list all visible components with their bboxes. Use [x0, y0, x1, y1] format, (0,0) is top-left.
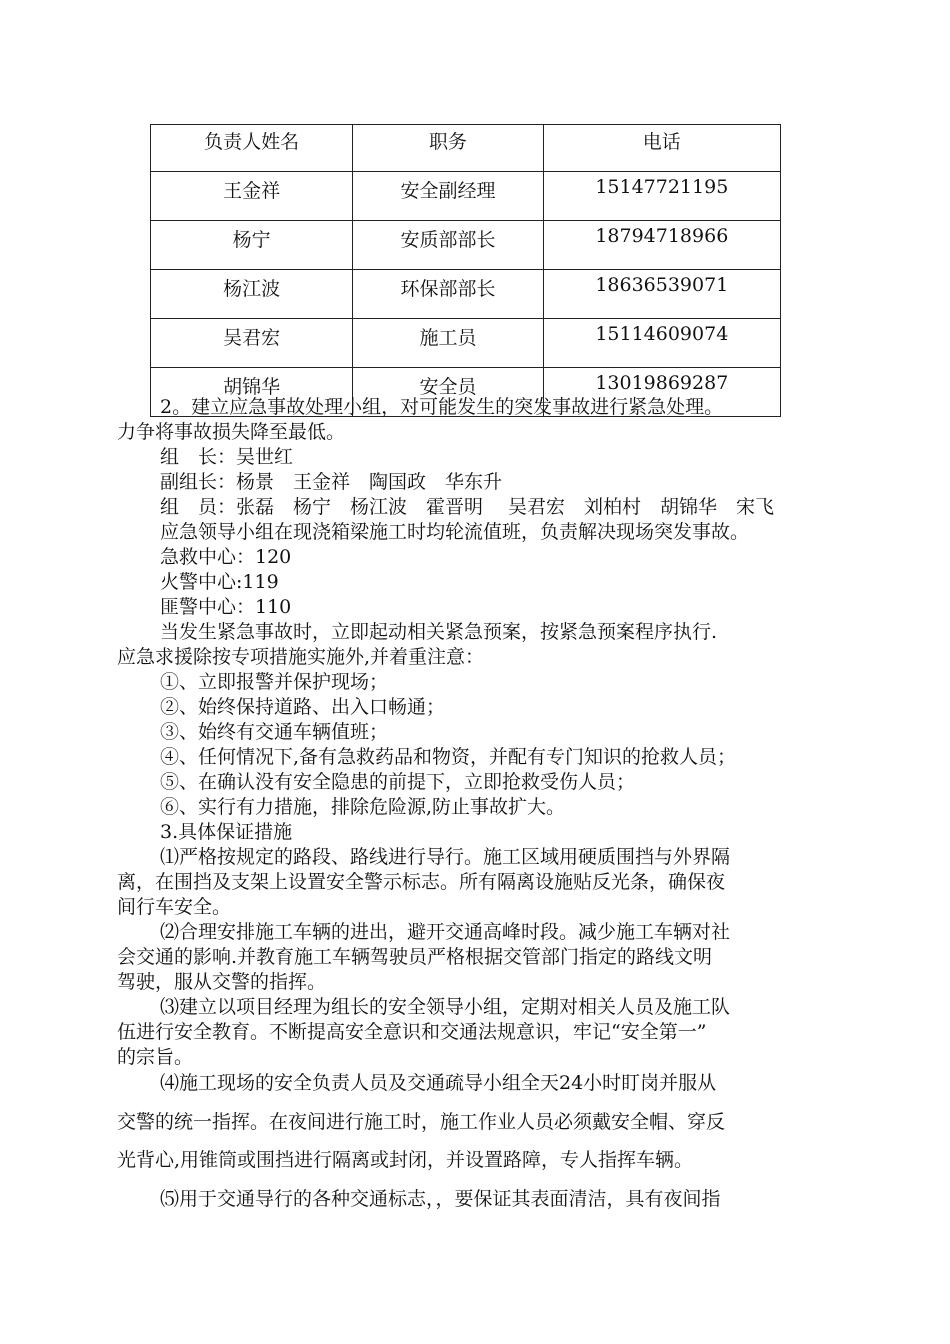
- paragraph-line: 间行车安全。: [117, 896, 232, 918]
- table-header-row: [151, 125, 781, 172]
- paragraph-line: ⑶建立以项目经理为组长的安全领导小组，定期对相关人员及施工队: [160, 996, 731, 1018]
- paragraph-line: ⑷施工现场的安全负责人员及交通疏导小组全天24小时盯岗并服从: [160, 1072, 717, 1094]
- paragraph-line: 光背心,用锥筒或围挡进行隔离或封闭，并设置路障，专人指挥车辆。: [117, 1149, 694, 1171]
- cell-role: 环保部部长: [353, 270, 543, 319]
- paragraph-line: 副组长：杨景 王金祥 陶国政 华东升: [160, 471, 503, 493]
- cell-name: 王金祥: [151, 172, 353, 221]
- paragraph-line: 离，在围挡及支架上设置安全警示标志。所有隔离设施贴反光条，确保夜: [117, 871, 726, 893]
- paragraph-line: ①、立即报警并保护现场；: [160, 671, 389, 693]
- paragraph-line: 应急求援除按专项措施实施外,并着重注意：: [117, 646, 485, 668]
- paragraph-line: 组 长：吴世红: [160, 446, 294, 468]
- paragraph-line: 2。建立应急事故处理小组，对可能发生的突发事故进行紧急处理。: [160, 396, 724, 418]
- paragraph-line: 的宗旨。: [117, 1046, 194, 1068]
- header-phone: 电话: [543, 125, 780, 172]
- paragraph-line: ③、始终有交通车辆值班；: [160, 721, 389, 743]
- table-row: [151, 270, 781, 319]
- paragraph-line: ⑸用于交通导行的各种交通标志，，要保证其表面清洁，具有夜间指: [160, 1188, 721, 1210]
- cell-phone: 18636539071: [543, 270, 780, 319]
- cell-name: 杨江波: [151, 270, 353, 319]
- header-name: 负责人姓名: [151, 125, 353, 172]
- cell-role: 安全员: [353, 368, 543, 417]
- paragraph-line: ⑤、在确认没有安全隐患的前提下，立即抢救受伤人员；: [160, 771, 636, 793]
- paragraph-line: ②、始终保持道路、出入口畅通；: [160, 696, 446, 718]
- paragraph-line: ⑥、实行有力措施，排除危险源,防止事故扩大。: [160, 796, 566, 818]
- cell-phone: 13019869287: [543, 368, 780, 417]
- cell-phone: 15147721195: [543, 172, 780, 221]
- cell-name: 胡锦华: [151, 368, 353, 417]
- paragraph-line: ⑴严格按规定的路段、路线进行导行。施工区域用硬质围挡与外界隔: [160, 846, 731, 868]
- cell-role: 安质部部长: [353, 221, 543, 270]
- paragraph-line: ④、任何情况下,备有急救药品和物资，并配有专门知识的抢救人员；: [160, 746, 737, 768]
- section-heading: 3.具体保证措施: [160, 821, 293, 843]
- paragraph-line: 应急领导小组在现浇箱梁施工时均轮流值班，负责解决现场突发事故。: [160, 521, 750, 543]
- paragraph-line: 交警的统一指挥。在夜间进行施工时，施工作业人员必须戴安全帽、穿反: [117, 1111, 726, 1133]
- contact-table: [150, 124, 781, 417]
- paragraph-line: 伍进行安全教育。不断提高安全意识和交通法规意识，牢记“安全第一”: [117, 1021, 707, 1043]
- paragraph-line: 火警中心:119: [160, 571, 279, 593]
- cell-role: 安全副经理: [353, 172, 543, 221]
- paragraph-line: 会交通的影响.并教育施工车辆驾驶员严格根据交管部门指定的路线文明: [117, 946, 713, 968]
- paragraph-line: 匪警中心：110: [160, 596, 292, 618]
- cell-role: 施工员: [353, 319, 543, 368]
- cell-phone: 15114609074: [543, 319, 780, 368]
- header-role: 职务: [353, 125, 543, 172]
- paragraph-line: 组 员：张磊 杨宁 杨江波 霍晋明 吴君宏 刘柏村 胡锦华 宋飞: [160, 496, 775, 518]
- table-row: [151, 319, 781, 368]
- cell-name: 吴君宏: [151, 319, 353, 368]
- paragraph-line: 力争将事故损失降至最低。: [117, 421, 346, 443]
- paragraph-line: 急救中心：120: [160, 546, 292, 568]
- cell-name: 杨宁: [151, 221, 353, 270]
- cell-phone: 18794718966: [543, 221, 780, 270]
- table-row: [151, 172, 781, 221]
- paragraph-line: 当发生紧急事故时，立即起动相关紧急预案，按紧急预案程序执行.: [160, 621, 718, 643]
- table-row: [151, 221, 781, 270]
- paragraph-line: 驾驶，服从交警的指挥。: [117, 971, 327, 993]
- paragraph-line: ⑵合理安排施工车辆的进出，避开交通高峰时段。减少施工车辆对社: [160, 921, 731, 943]
